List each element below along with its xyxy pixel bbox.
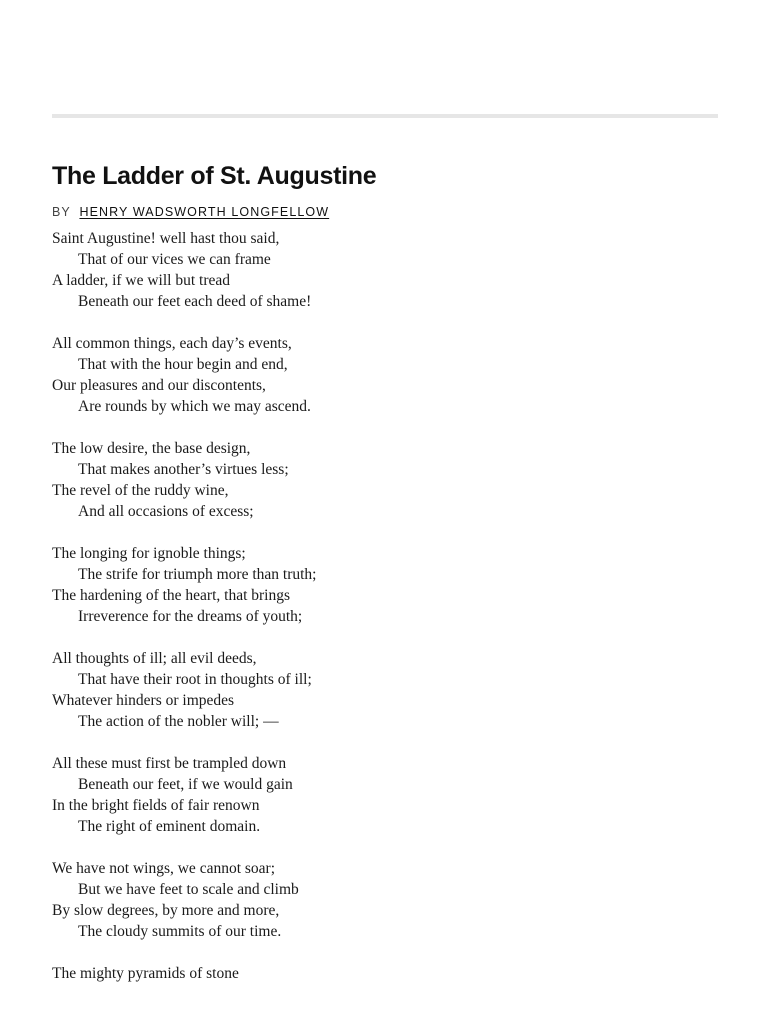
poem-line: But we have feet to scale and climb (78, 881, 299, 898)
poem-line: All thoughts of ill; all evil deeds, (52, 650, 257, 667)
poem-line: All these must first be trampled down (52, 755, 287, 772)
poem-line: We have not wings, we cannot soar; (52, 860, 276, 877)
author-link[interactable]: HENRY WADSWORTH LONGFELLOW (79, 205, 330, 219)
stanza-3 (52, 438, 732, 522)
poem-line: That makes another’s virtues less; (78, 461, 289, 478)
stanza-8 (52, 963, 732, 984)
poem-line: Are rounds by which we may ascend. (78, 398, 311, 415)
byline-prefix: BY (52, 205, 71, 219)
poem-line: Beneath our feet each deed of shame! (78, 293, 312, 310)
poem-line: That of our vices we can frame (78, 251, 271, 268)
stanza-7 (52, 858, 732, 942)
stanza-6 (52, 753, 732, 837)
stanza-1 (52, 228, 732, 312)
poem-line: Irreverence for the dreams of youth; (78, 608, 303, 625)
poem-line: Whatever hinders or impedes (52, 692, 235, 709)
poem-line: That have their root in thoughts of ill; (78, 671, 312, 688)
poem-line: Our pleasures and our discontents, (52, 377, 266, 394)
poem-line: And all occasions of excess; (78, 503, 254, 520)
poem-line: The longing for ignoble things; (52, 545, 246, 562)
poem-body (52, 228, 732, 1005)
poem-line: The right of eminent domain. (78, 818, 261, 835)
poem-line: The hardening of the heart, that brings (52, 587, 291, 604)
poem-line: Saint Augustine! well hast thou said, (52, 230, 280, 247)
poem-line: Beneath our feet, if we would gain (78, 776, 293, 793)
poem-line: The action of the nobler will; — (78, 713, 279, 730)
poem-line: By slow degrees, by more and more, (52, 902, 280, 919)
poem-title: The Ladder of St. Augustine (52, 162, 377, 190)
poem-line: All common things, each day’s events, (52, 335, 292, 352)
poem-line: A ladder, if we will but tread (52, 272, 231, 289)
poem-line: That with the hour begin and end, (78, 356, 288, 373)
stanza-5 (52, 648, 732, 732)
poem-line: The revel of the ruddy wine, (52, 482, 229, 499)
poem-line: The mighty pyramids of stone (52, 965, 239, 982)
stanza-2 (52, 333, 732, 417)
poem-line: The cloudy summits of our time. (78, 923, 282, 940)
poem-line: The strife for triumph more than truth; (78, 566, 317, 583)
poem-line: The low desire, the base design, (52, 440, 251, 457)
top-divider (52, 114, 718, 118)
byline (52, 205, 329, 219)
stanza-4 (52, 543, 732, 627)
poem-line: In the bright fields of fair renown (52, 797, 260, 814)
